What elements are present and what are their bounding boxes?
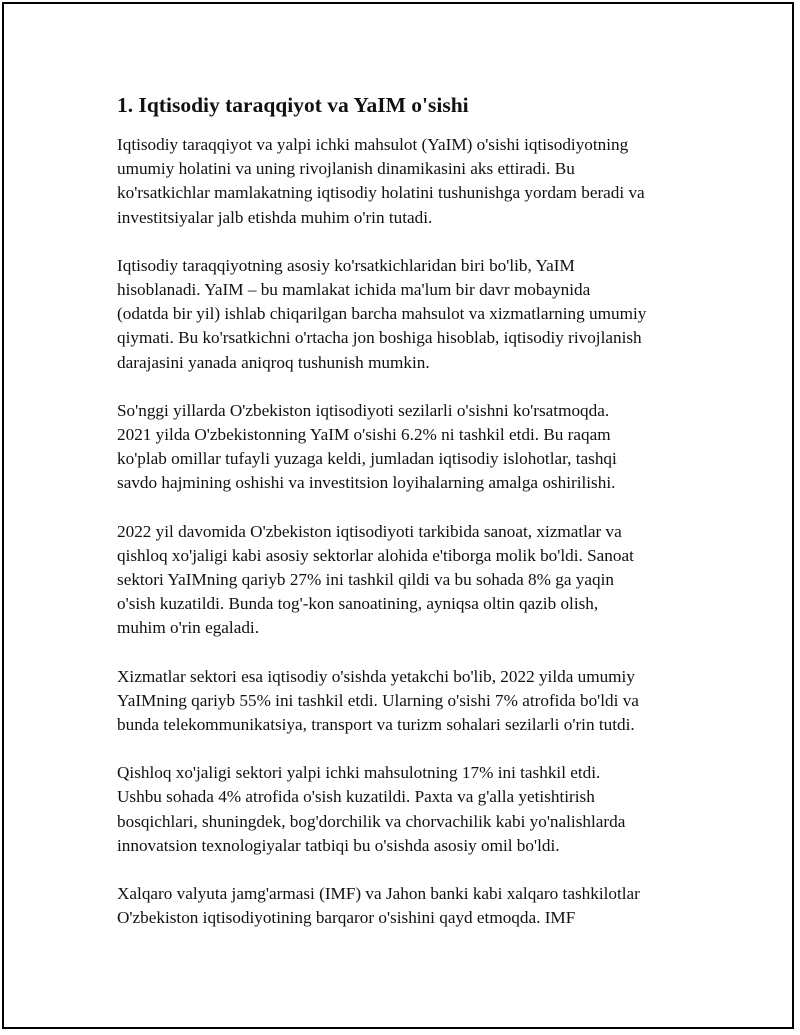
text-line: Iqtisodiy taraqqiyot va yalpi ichki mahsulot (YaIM) o'sishi iqtisodiyotning [117,135,629,154]
text-line: qiymati. Bu ko'rsatkichni o'rtacha jon boshiga hisoblab, iqtisodiy rivojlanish [117,328,642,348]
text-line: 2021 yilda O'zbekistonning YaIM o'sishi 6.2% ni tashkil etdi. Bu raqam [117,425,611,445]
text-line: muhim o'rin egaladi. [117,618,259,638]
text-line: ko'rsatkichlar mamlakatning iqtisodiy holatini tushunishga yordam beradi va [117,183,645,203]
text-line: bosqichlari, shuningdek, bog'dorchilik va chorvachilik kabi yo'nalishlarda [117,811,626,831]
paragraph-intro [117,133,687,230]
text-line: (odatda bir yil) ishlab chiqarilgan barcha mahsulot va xizmatlarning umumiy [117,304,647,324]
text-line: Xalqaro valyuta jamg'armasi (IMF) va Jahon banki kabi xalqaro tashkilotlar [117,884,640,904]
text-line: ko'plab omillar tufayli yuzaga keldi, jumladan iqtisodiy islohotlar, tashqi [117,449,617,469]
section-heading: 1. Iqtisodiy taraqqiyot va YaIM o'sishi [117,93,469,117]
text-line: Qishloq xo'jaligi sektori yalpi ichki mahsulotning 17% ini tashkil etdi. [117,763,601,783]
text-line: qishloq xo'jaligi kabi asosiy sektorlar alohida e'tiborga molik bo'ldi. Sanoat [117,545,634,565]
paragraph-industry-sector [117,520,687,641]
text-line: Xizmatlar sektori esa iqtisodiy o'sishda yetakchi bo'lib, 2022 yilda umumiy [117,666,635,686]
document-body [117,91,687,954]
text-line: YaIMning qariyb 55% ini tashkil etdi. Ularning o'sishi 7% atrofida bo'ldi va [117,690,639,710]
paragraph-services-sector [117,665,687,738]
text-line: bunda telekommunikatsiya, transport va turizm sohalari sezilarli o'rin tutdi. [117,715,635,735]
text-line: Iqtisodiy taraqqiyotning asosiy ko'rsatkichlaridan biri bo'lib, YaIM [117,255,575,275]
text-line: hisoblanadi. YaIM – bu mamlakat ichida ma'lum bir davr mobaynida [117,280,591,300]
paragraph-agriculture-sector [117,761,687,858]
paragraph-gdp-definition [117,254,687,375]
text-line: o'sish kuzatildi. Bunda tog'-kon sanoatining, ayniqsa oltin qazib olish, [117,594,599,614]
text-line: darajasini yanada aniqroq tushunish mumkin. [117,352,430,372]
text-line: savdo hajmining oshishi va investitsion loyihalarning amalga oshirilishi. [117,473,616,493]
text-line: innovatsion texnologiyalar tatbiqi bu o'sishda asosiy omil bo'ldi. [117,835,560,855]
text-line: umumiy holatini va uning rivojlanish dinamikasini aks ettiradi. Bu [117,159,575,179]
text-line: 2022 yil davomida O'zbekiston iqtisodiyoti tarkibida sanoat, xizmatlar va [117,521,622,541]
paragraph-recent-growth [117,399,687,496]
text-line: Ushbu sohada 4% atrofida o'sish kuzatildi. Paxta va g'alla yetishtirish [117,787,595,807]
paragraph-international-assessment [117,882,687,930]
text-line: So'nggi yillarda O'zbekiston iqtisodiyoti sezilarli o'sishni ko'rsatmoqda. [117,400,610,420]
text-line: O'zbekiston iqtisodiyotining barqaror o'sishini qayd etmoqda. IMF [117,908,576,928]
text-line: sektori YaIMning qariyb 27% ini tashkil qildi va bu sohada 8% ga yaqin [117,570,614,590]
text-line: investitsiyalar jalb etishda muhim o'rin tutadi. [117,207,433,227]
